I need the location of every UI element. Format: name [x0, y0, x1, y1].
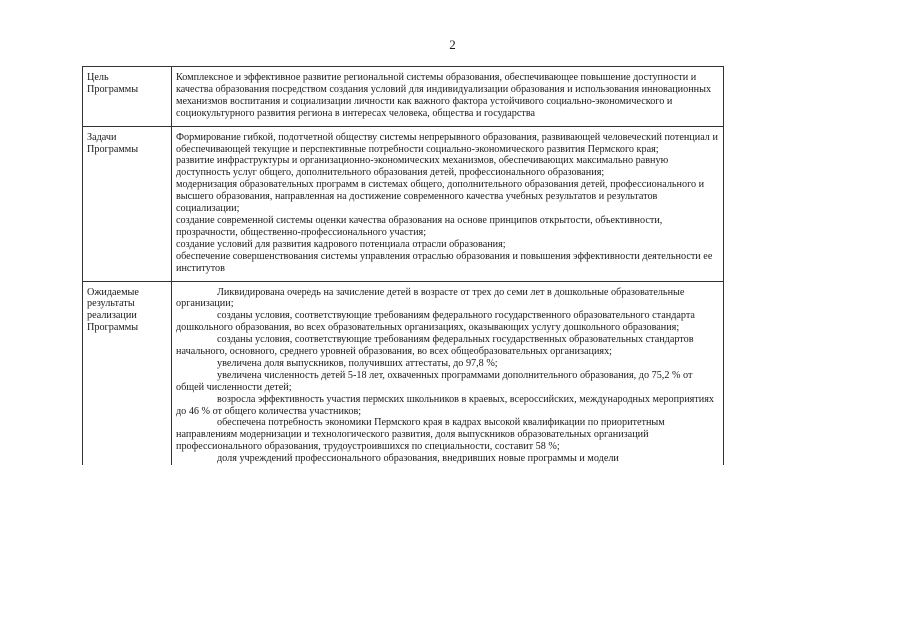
table-row-results: [83, 281, 724, 465]
task-paragraph: Формирование гибкой, подотчетной обществу системы непрерывного образования, развивающей человеческий потенциал и обеспечивающей текущие и перспективные потребности социально-экономического развития Пермского края;: [176, 131, 718, 155]
result-paragraph: доля учреждений профессионального образования, внедривших новые программы и модели: [217, 453, 619, 465]
row-content-goal: [172, 67, 724, 127]
label-line: Программы: [87, 143, 139, 155]
page-number: 2: [449, 37, 456, 52]
task-paragraph: развитие инфраструктуры и организационно-экономических механизмов, обеспечивающих максимально равную доступность услуг общего, дополнительного образования детей, профессионального образования;: [176, 155, 669, 179]
result-paragraph: увеличена численность детей 5-18 лет, охваченных программами дополнительного образования, до 75,2 % от общей численности детей;: [176, 369, 693, 393]
label-line: Задачи: [87, 131, 117, 143]
row-content-tasks: [172, 126, 724, 281]
table-row-goal: [83, 67, 724, 127]
table-row-tasks: [83, 126, 724, 281]
task-paragraph: создание современной системы оценки качества образования на основе принципов открытости, объективности, прозрачности, общественно-профессионального участия;: [176, 214, 663, 238]
result-paragraph: увеличена доля выпускников, получивших аттестаты, до 97,8 %;: [217, 357, 498, 369]
result-paragraph: возросла эффективность участия пермских школьников в краевых, всероссийских, международных мероприятиях до 46 % от общего количества участников;: [176, 393, 715, 417]
task-paragraph: обеспечение совершенствования системы управления отраслью образования и повышения эффективности деятельности ее институтов: [176, 250, 713, 274]
task-paragraph: модернизация образовательных программ в системах общего, дополнительного образования детей, профессионального и высшего образования, направленная на достижение современного качества учебных результатов и результатов социализации;: [176, 179, 705, 215]
result-paragraph: созданы условия, соответствующие требованиям федерального государственного образовательного стандарта дошкольного образования, во всех образовательных организациях, оказывающих услугу дошкольного образования;: [176, 310, 695, 334]
goal-paragraph: Комплексное и эффективное развитие региональной системы образования, обеспечивающее повышение доступности и качества образования посредством создания условий для индивидуализации образования и использования инновационных механизмов воспитания и социализации личности как важного фактора устойчивого социально-экономического и социокультурного развития региона в интересах человека, общества и государства: [176, 72, 712, 119]
label-line: Программы: [87, 322, 139, 334]
label-line: реализации: [87, 310, 137, 322]
result-paragraph: созданы условия, соответствующие требованиям федеральных государственных образовательных стандартов начального, основного, среднего уровней образования, во всех общеобразовательных организациях;: [176, 334, 694, 358]
row-label-goal: [83, 67, 172, 127]
result-paragraph: Ликвидирована очередь на зачисление детей в возрасте от трех до семи лет в дошкольные образовательные организации;: [176, 286, 685, 310]
program-passport-table: [82, 66, 724, 465]
label-line: Программы: [87, 83, 139, 95]
label-line: результаты: [87, 298, 135, 310]
task-paragraph: создание условий для развития кадрового потенциала отрасли образования;: [176, 238, 506, 250]
row-content-results: [172, 281, 724, 465]
label-line: Цель: [87, 72, 109, 83]
row-label-tasks: [83, 126, 172, 281]
result-paragraph: обеспечена потребность экономики Пермского края в кадрах высокой квалификации по приоритетным направлениям модернизации и технологического развития, доля выпускников образовательных организаций профессионального образования, трудоустроившихся по специальности, составит 58 %;: [176, 417, 665, 453]
row-label-results: [83, 281, 172, 465]
label-line: Ожидаемые: [87, 286, 139, 298]
